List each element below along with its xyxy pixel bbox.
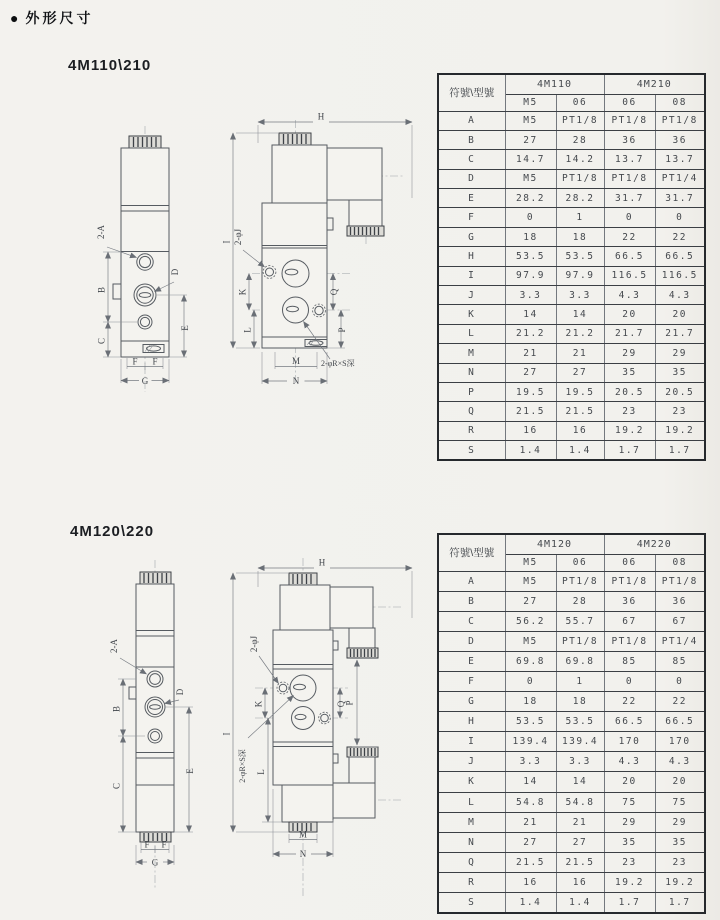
dim-value-cell: 21 — [505, 812, 556, 832]
dim-value-cell: 3.3 — [556, 286, 604, 305]
hole-label-2phij: 2-φJ — [249, 635, 259, 653]
table-row — [438, 832, 705, 852]
dim-value-cell: 139.4 — [556, 732, 604, 752]
dim-value-cell: 1.7 — [655, 441, 705, 460]
dim-symbol-cell: I — [438, 266, 505, 285]
dim-symbol-cell: G — [438, 692, 505, 712]
dim-value-cell: 18 — [556, 692, 604, 712]
port-size-header: 08 — [655, 554, 705, 571]
dim-value-cell: 18 — [505, 227, 556, 246]
dim-label-k: K — [253, 700, 264, 708]
port-size-header: 06 — [604, 94, 655, 111]
dim-value-cell: 18 — [556, 227, 604, 246]
dim-label-c: C — [111, 782, 122, 790]
dim-value-cell: 67 — [655, 611, 705, 631]
dim-value-cell: 1.7 — [655, 893, 705, 913]
dim-value-cell: 4.3 — [655, 286, 705, 305]
dim-value-cell: 13.7 — [604, 150, 655, 169]
dim-value-cell: 19.2 — [655, 421, 705, 440]
dim-value-cell: 75 — [604, 792, 655, 812]
dim-symbol-cell: B — [438, 591, 505, 611]
dim-value-cell: 20 — [604, 772, 655, 792]
table-row — [438, 382, 705, 401]
valve-body — [121, 148, 169, 357]
dim-value-cell: 53.5 — [505, 247, 556, 266]
dim-value-cell: 21 — [556, 812, 604, 832]
dim-symbol-cell: H — [438, 712, 505, 732]
dim-symbol-cell: M — [438, 344, 505, 363]
port-size-header: 06 — [556, 94, 604, 111]
table-row — [438, 732, 705, 752]
dim-value-cell: 19.2 — [604, 872, 655, 892]
dim-value-cell: 21.7 — [655, 324, 705, 343]
dim-label-f2: F — [152, 356, 158, 367]
port-label-2a: 2-A — [96, 225, 106, 239]
dim-value-cell: 116.5 — [604, 266, 655, 285]
dim-value-cell: 21.2 — [505, 324, 556, 343]
table-row — [438, 150, 705, 169]
table-row — [438, 344, 705, 363]
dim-symbol-cell: J — [438, 286, 505, 305]
dim-symbol-cell: H — [438, 247, 505, 266]
dim-value-cell: 29 — [655, 812, 705, 832]
port-size-header: M5 — [505, 554, 556, 571]
table-row — [438, 208, 705, 227]
dim-value-cell: PT1/4 — [655, 631, 705, 651]
dim-symbol-cell: B — [438, 130, 505, 149]
dim-value-cell: 4.3 — [604, 752, 655, 772]
dim-value-cell: 69.8 — [556, 651, 604, 671]
dim-value-cell: PT1/8 — [556, 111, 604, 130]
dim-value-cell: 14 — [556, 772, 604, 792]
table-corner-header: 符號\型號 — [438, 534, 505, 571]
dim-symbol-cell: F — [438, 671, 505, 691]
electrical-connector-top — [330, 587, 378, 658]
dim-value-cell: 14 — [556, 305, 604, 324]
dim-symbol-cell: C — [438, 611, 505, 631]
dim-value-cell: 14.2 — [556, 150, 604, 169]
dim-value-cell: 1.4 — [556, 441, 604, 460]
dim-value-cell: 75 — [655, 792, 705, 812]
dim-value-cell: 35 — [655, 363, 705, 382]
table-row — [438, 631, 705, 651]
dim-value-cell: 27 — [556, 363, 604, 382]
dim-value-cell: 29 — [604, 344, 655, 363]
dim-value-cell: 22 — [604, 692, 655, 712]
dim-label-f1: F — [144, 839, 150, 850]
dim-value-cell: 31.7 — [655, 189, 705, 208]
table-row — [438, 402, 705, 421]
table-row — [438, 671, 705, 691]
table-row — [438, 752, 705, 772]
dim-value-cell: 35 — [604, 832, 655, 852]
dim-value-cell: 28 — [556, 130, 604, 149]
dim-value-cell: 20 — [604, 305, 655, 324]
dim-value-cell: 21 — [556, 344, 604, 363]
side-tab-bottom — [333, 754, 338, 763]
solenoid-cap — [279, 133, 311, 145]
dim-value-cell: 23 — [604, 402, 655, 421]
dim-value-cell: 19.2 — [604, 421, 655, 440]
port-size-header: 06 — [604, 554, 655, 571]
dim-label-c: C — [96, 337, 107, 345]
dim-symbol-cell: A — [438, 571, 505, 591]
dim-value-cell: 29 — [655, 344, 705, 363]
dim-label-i: I — [221, 240, 232, 244]
dim-symbol-cell: G — [438, 227, 505, 246]
dim-symbol-cell: P — [438, 382, 505, 401]
dim-value-cell: 31.7 — [604, 189, 655, 208]
dim-value-cell: 16 — [505, 421, 556, 440]
dim-value-cell: 55.7 — [556, 611, 604, 631]
dim-value-cell: PT1/4 — [655, 169, 705, 188]
dim-value-cell: 27 — [505, 130, 556, 149]
port-label-d: D — [175, 688, 185, 696]
table-row — [438, 852, 705, 872]
dim-value-cell: 20.5 — [655, 382, 705, 401]
dim-value-cell: 36 — [604, 130, 655, 149]
electrical-connector — [327, 148, 384, 236]
dim-value-cell: 27 — [505, 832, 556, 852]
table-row — [438, 266, 705, 285]
dim-value-cell: 54.8 — [505, 792, 556, 812]
dim-symbol-cell: A — [438, 111, 505, 130]
page-title: 外形尺寸 — [25, 10, 94, 26]
dim-label-e: E — [185, 768, 195, 774]
dim-value-cell: 21.5 — [556, 852, 604, 872]
dim-symbol-cell: F — [438, 208, 505, 227]
dim-symbol-cell: M — [438, 812, 505, 832]
dim-value-cell: 56.2 — [505, 611, 556, 631]
dim-symbol-cell: S — [438, 441, 505, 460]
dim-label-b: B — [96, 286, 107, 294]
dim-value-cell: 53.5 — [505, 712, 556, 732]
port-label-d: D — [170, 268, 180, 276]
dim-value-cell: 0 — [505, 671, 556, 691]
front-view-drawing-4m120 — [85, 553, 227, 909]
dimension-table-4m110-210 — [437, 73, 706, 461]
dim-value-cell: 21.2 — [556, 324, 604, 343]
dim-symbol-cell: J — [438, 752, 505, 772]
port-size-header: M5 — [505, 94, 556, 111]
dim-label-e: E — [180, 325, 190, 331]
dim-value-cell: 22 — [604, 227, 655, 246]
dim-value-cell: 16 — [505, 872, 556, 892]
dim-symbol-cell: N — [438, 832, 505, 852]
dim-value-cell: 85 — [604, 651, 655, 671]
dim-value-cell: 139.4 — [505, 732, 556, 752]
dim-value-cell: 23 — [604, 852, 655, 872]
dim-symbol-cell: K — [438, 305, 505, 324]
model-group-header: 4M110 — [505, 74, 604, 94]
dim-value-cell: 21.5 — [505, 402, 556, 421]
table-row — [438, 247, 705, 266]
dim-value-cell: 21 — [505, 344, 556, 363]
hole-label-2phir: 2-φR×S深 — [238, 749, 247, 783]
dim-label-k: K — [237, 288, 248, 296]
table-row — [438, 692, 705, 712]
dim-value-cell: 14 — [505, 772, 556, 792]
model-group-header: 4M120 — [505, 534, 604, 554]
dim-value-cell: 35 — [655, 832, 705, 852]
solenoid-coil — [272, 145, 327, 203]
dim-value-cell: 23 — [655, 402, 705, 421]
dim-value-cell: 66.5 — [655, 247, 705, 266]
dim-value-cell: 66.5 — [604, 247, 655, 266]
side-view-drawing-4m120 — [221, 548, 437, 916]
dim-value-cell: 22 — [655, 692, 705, 712]
dim-value-cell: 66.5 — [655, 712, 705, 732]
dim-label-g: G — [141, 376, 149, 386]
dim-value-cell: 97.9 — [556, 266, 604, 285]
dim-label-m: M — [298, 829, 308, 840]
dim-value-cell: 19.2 — [655, 872, 705, 892]
dim-value-cell: M5 — [505, 169, 556, 188]
dim-value-cell: 27 — [505, 363, 556, 382]
dim-symbol-cell: E — [438, 189, 505, 208]
dim-symbol-cell: Q — [438, 852, 505, 872]
dim-value-cell: 36 — [604, 591, 655, 611]
table-row — [438, 571, 705, 591]
table-row — [438, 189, 705, 208]
dim-value-cell: 4.3 — [655, 752, 705, 772]
dim-value-cell: 116.5 — [655, 266, 705, 285]
side-tab — [113, 284, 121, 299]
solenoid-coil-bottom — [282, 785, 333, 822]
dim-value-cell: PT1/8 — [556, 169, 604, 188]
dim-value-cell: PT1/8 — [604, 631, 655, 651]
dim-label-h: H — [317, 111, 325, 122]
dim-label-p: P — [344, 700, 355, 706]
table-row — [438, 363, 705, 382]
model-group-header: 4M220 — [604, 534, 705, 554]
side-tab — [129, 687, 136, 699]
side-tab — [327, 218, 333, 230]
electrical-connector-bottom — [333, 747, 378, 818]
dim-label-g: G — [151, 857, 159, 868]
model-group-header: 4M210 — [604, 74, 705, 94]
dim-symbol-cell: K — [438, 772, 505, 792]
dim-value-cell: 21.7 — [604, 324, 655, 343]
dim-label-i: I — [221, 732, 232, 736]
dim-value-cell: 0 — [655, 208, 705, 227]
dim-value-cell: 1.7 — [604, 441, 655, 460]
dim-value-cell: 14 — [505, 305, 556, 324]
dim-value-cell: 3.3 — [556, 752, 604, 772]
port-size-header: 08 — [655, 94, 705, 111]
table-row — [438, 111, 705, 130]
dim-label-p: P — [337, 327, 347, 333]
dim-value-cell: 3.3 — [505, 752, 556, 772]
dim-value-cell: PT1/8 — [604, 111, 655, 130]
table-row — [438, 812, 705, 832]
dim-value-cell: 1.4 — [505, 441, 556, 460]
dim-symbol-cell: I — [438, 732, 505, 752]
dimension-table-4m120-220 — [437, 533, 706, 914]
dim-label-b: B — [111, 705, 122, 713]
hole-label-2phir: 2-φR×S深 — [321, 359, 355, 368]
dim-value-cell: PT1/8 — [604, 571, 655, 591]
bullet-icon: ● — [10, 10, 19, 26]
side-view-drawing-4m110 — [221, 95, 437, 395]
valve-body — [136, 584, 174, 832]
dim-symbol-cell: E — [438, 651, 505, 671]
dim-label-n: N — [299, 849, 307, 859]
dim-value-cell: 36 — [655, 591, 705, 611]
dim-value-cell: PT1/8 — [655, 111, 705, 130]
dim-symbol-cell: N — [438, 363, 505, 382]
dim-symbol-cell: L — [438, 324, 505, 343]
dim-value-cell: PT1/8 — [604, 169, 655, 188]
table-row — [438, 591, 705, 611]
dim-label-l: L — [256, 769, 266, 775]
dim-value-cell: 18 — [505, 692, 556, 712]
dim-value-cell: 53.5 — [556, 712, 604, 732]
dim-value-cell: 19.5 — [505, 382, 556, 401]
front-view-drawing-4m110 — [93, 106, 217, 394]
dim-value-cell: 53.5 — [556, 247, 604, 266]
dim-value-cell: 69.8 — [505, 651, 556, 671]
solenoid-cap-top — [289, 573, 317, 585]
dim-value-cell: M5 — [505, 631, 556, 651]
dim-value-cell: 0 — [505, 208, 556, 227]
table-row — [438, 611, 705, 631]
dim-value-cell: 20.5 — [604, 382, 655, 401]
dim-value-cell: 97.9 — [505, 266, 556, 285]
dim-value-cell: 27 — [505, 591, 556, 611]
dim-value-cell: 20 — [655, 772, 705, 792]
dim-value-cell: 1 — [556, 671, 604, 691]
dim-value-cell: 21.5 — [505, 852, 556, 872]
dim-value-cell: 22 — [655, 227, 705, 246]
section1-title: 4M110\210 — [68, 57, 152, 74]
dim-value-cell: 85 — [655, 651, 705, 671]
dim-value-cell: PT1/8 — [556, 631, 604, 651]
dim-symbol-cell: C — [438, 150, 505, 169]
solenoid-cap — [129, 136, 161, 148]
dim-value-cell: 21.5 — [556, 402, 604, 421]
table-row — [438, 772, 705, 792]
side-tab-top — [333, 641, 338, 650]
dim-label-q: Q — [329, 288, 339, 296]
dim-label-n: N — [292, 376, 300, 386]
dim-label-m: M — [291, 356, 301, 366]
dim-symbol-cell: R — [438, 872, 505, 892]
dim-value-cell: M5 — [505, 571, 556, 591]
table-row — [438, 305, 705, 324]
page-header — [10, 8, 93, 28]
dim-symbol-cell: D — [438, 631, 505, 651]
dim-value-cell: 19.5 — [556, 382, 604, 401]
dim-symbol-cell: Q — [438, 402, 505, 421]
table-row — [438, 872, 705, 892]
dim-value-cell: 16 — [556, 421, 604, 440]
dim-value-cell: 0 — [604, 208, 655, 227]
table-row — [438, 792, 705, 812]
dim-value-cell: PT1/8 — [556, 571, 604, 591]
dim-value-cell: 67 — [604, 611, 655, 631]
dim-symbol-cell: D — [438, 169, 505, 188]
dim-value-cell: M5 — [505, 111, 556, 130]
table-row — [438, 227, 705, 246]
dim-value-cell: 66.5 — [604, 712, 655, 732]
table-row — [438, 441, 705, 460]
dim-value-cell: 20 — [655, 305, 705, 324]
table-row — [438, 651, 705, 671]
dim-value-cell: 28.2 — [556, 189, 604, 208]
dim-symbol-cell: S — [438, 893, 505, 913]
dim-value-cell: 23 — [655, 852, 705, 872]
dim-value-cell: 16 — [556, 872, 604, 892]
dim-value-cell: PT1/8 — [655, 571, 705, 591]
dim-symbol-cell: L — [438, 792, 505, 812]
table-row — [438, 130, 705, 149]
dim-value-cell: 29 — [604, 812, 655, 832]
dim-label-l: L — [242, 327, 253, 333]
dim-value-cell: 27 — [556, 832, 604, 852]
dim-value-cell: 1.4 — [505, 893, 556, 913]
table-row — [438, 421, 705, 440]
valve-body — [273, 630, 333, 785]
dim-value-cell: 13.7 — [655, 150, 705, 169]
dim-value-cell: 0 — [655, 671, 705, 691]
hole-label-2phij: 2-φJ — [233, 228, 243, 246]
solenoid-coil-top — [280, 585, 330, 630]
table-row — [438, 169, 705, 188]
solenoid-cap-top — [140, 572, 171, 584]
section2-title: 4M120\220 — [70, 523, 155, 540]
dim-value-cell: 28 — [556, 591, 604, 611]
dim-value-cell: 1.7 — [604, 893, 655, 913]
port-label-2a: 2-A — [109, 639, 119, 653]
table-row — [438, 324, 705, 343]
table-row — [438, 286, 705, 305]
dim-label-f2: F — [161, 839, 167, 850]
dim-value-cell: 1.4 — [556, 893, 604, 913]
dim-symbol-cell: R — [438, 421, 505, 440]
dim-value-cell: 35 — [604, 363, 655, 382]
table-row — [438, 712, 705, 732]
dim-value-cell: 36 — [655, 130, 705, 149]
dim-value-cell: 3.3 — [505, 286, 556, 305]
dim-value-cell: 4.3 — [604, 286, 655, 305]
dim-value-cell: 28.2 — [505, 189, 556, 208]
table-corner-header: 符號\型號 — [438, 74, 505, 111]
dim-label-q: Q — [336, 700, 346, 708]
dim-label-f1: F — [132, 356, 138, 367]
dim-value-cell: 1 — [556, 208, 604, 227]
port-size-header: 06 — [556, 554, 604, 571]
dim-value-cell: 14.7 — [505, 150, 556, 169]
dim-value-cell: 54.8 — [556, 792, 604, 812]
table-row — [438, 893, 705, 913]
dim-value-cell: 170 — [604, 732, 655, 752]
dim-value-cell: 0 — [604, 671, 655, 691]
dim-label-h: H — [318, 557, 326, 568]
dim-value-cell: 170 — [655, 732, 705, 752]
